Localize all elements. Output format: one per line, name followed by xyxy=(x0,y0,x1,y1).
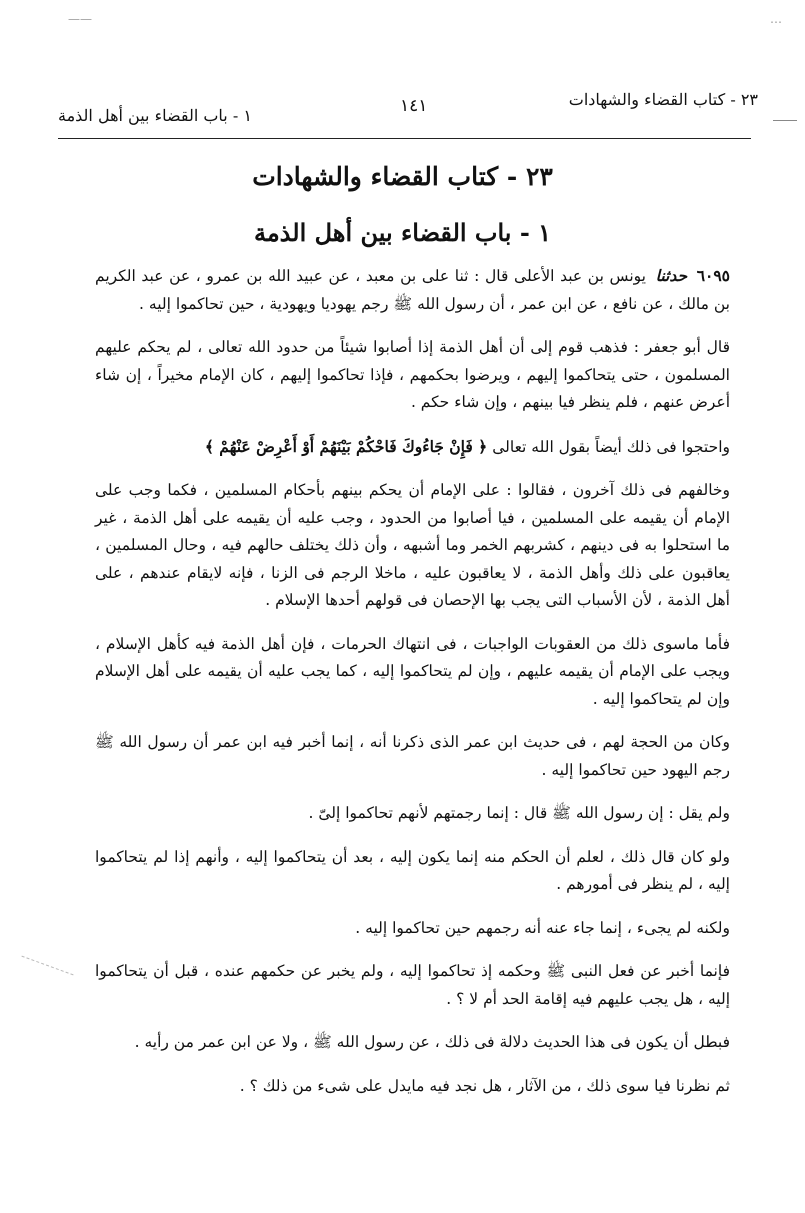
paragraph: وخالفهم فى ذلك آخرون ، فقالوا : على الإمام أن يحكم بينهم بأحكام المسلمين ، فكما وجب على الإمام أن يقيمه على المسلمين ، فيا أصابوا من الحدود ، وجب عليه أن يقيمه على أهل الذمة ، غير ما استحلوا به فى دينهم ، كشربهم الخمر وما أشبهه ، وأن ذلك يختلف حالهم فيه ، وحال المسلمين ، يعاقبون على ذلك وأهل الذمة ، لا يعاقبون عليه ، ماخلا الرجم فى الزنا ، فإنه لايقام عندهم ، على أهل الذمة ، لأن الأسباب التى يجب بها الإحصان فى قولهم أحدها الإسلام . xyxy=(95,481,730,609)
paragraph: فبطل أن يكون فى هذا الحديث دلالة فى ذلك ، عن رسول الله ﷺ ، ولا عن ابن عمر من رأيه . xyxy=(134,1033,730,1051)
paragraph: فإنما أخبر عن فعل النبى ﷺ وحكمه إذ تحاكموا إليه ، ولم يخبر عن حكمهم عنده ، قبل أن يتحاكموا إليه ، هل يجب عليهم فيه إقامة الحد أم لا ؟ . xyxy=(95,962,730,1008)
hadith-number: ٦٠٩٥ xyxy=(696,266,730,285)
corner-mark-right: … xyxy=(770,12,782,26)
paragraph: فأما ماسوى ذلك من العقوبات الواجبات ، فى انتهاك الحرمات ، فإن أهل الذمة فيه كأهل الإسلام ، ويجب على الإمام أن يقيمه عليهم ، وإن لم يتحاكموا إليه ، كما يجب عليه أن يقيمه على أهل الإسلام وإن لم يتحاكموا إليه . xyxy=(95,634,730,708)
section-title: ١ - باب القضاء بين أهل الذمة xyxy=(253,218,552,247)
quran-paragraph xyxy=(95,433,730,462)
hadith-paragraph xyxy=(95,262,730,318)
corner-mark-left: —— xyxy=(68,12,92,26)
running-header xyxy=(58,86,758,126)
quran-intro: واحتجوا فى ذلك أيضاً بقول الله تعالى xyxy=(492,437,730,456)
margin-mark xyxy=(773,120,797,123)
hadith-verb: حدثنا xyxy=(655,266,688,285)
scan-fold-mark xyxy=(21,956,73,976)
paragraph: ولم يقل : إن رسول الله ﷺ قال : إنما رجمتهم لأنهم تحاكموا إلىّ . xyxy=(308,804,730,822)
running-header-chapter: ٢٣ - كتاب القضاء والشهادات xyxy=(568,90,758,109)
paragraph: ولكنه لم يجىء ، إنما جاء عنه أنه رجمهم حين تحاكموا إليه . xyxy=(355,918,730,937)
page-number: ١٤١ xyxy=(400,96,428,116)
hadith-text: يونس بن عبد الأعلى قال : ثنا على بن معبد ، عن عبيد الله بن عمرو ، عن عبد الكريم بن مالك ، عن نافع ، عن ابن عمر ، أن رسول الله ﷺ رجم يهوديا ويهودية ، حين تحاكموا إليه . xyxy=(95,267,730,313)
paragraph: ولو كان قال ذلك ، لعلم أن الحكم منه إنما يكون إليه ، بعد أن يتحاكموا إليه ، وأنهم إذا لم يتحاكموا إليه ، لم ينظر فى أمورهم . xyxy=(95,847,730,893)
header-rule xyxy=(58,138,751,139)
paragraph: ثم نظرنا فيا سوى ذلك ، من الآثار ، هل نجد فيه مايدل على شىء من ذلك ؟ . xyxy=(239,1076,730,1095)
quran-verse: ﴿ فَإِنْ جَاءُوكَ فَاحْكُمْ بَيْنَهُمْ أَوْ أَعْرِضْ عَنْهُمْ ﴾ xyxy=(204,436,488,456)
body-text xyxy=(95,262,730,1116)
chapter-title: ٢٣ - كتاب القضاء والشهادات xyxy=(252,162,553,191)
paragraph: قال أبو جعفر : فذهب قوم إلى أن أهل الذمة إذا أصابوا شيئاً من حدود الله تعالى ، لم يحكم عليهم المسلمون ، حتى يتحاكموا إليهم ، ويرضوا بحكمهم ، فإذا تحاكموا إليهم ، كان الإمام مخيراً ، إن شاء أعرض عنهم ، فلم ينظر فيا بينهم ، وإن شاء حكم . xyxy=(95,338,730,411)
paragraph: وكان من الحجة لهم ، فى حديث ابن عمر الذى ذكرنا أنه ، إنما أخبر فيه ابن عمر أن رسول الله ﷺ رجم اليهود حين تحاكموا إليه . xyxy=(95,733,730,779)
running-header-section: ١ - باب القضاء بين أهل الذمة xyxy=(58,106,252,125)
